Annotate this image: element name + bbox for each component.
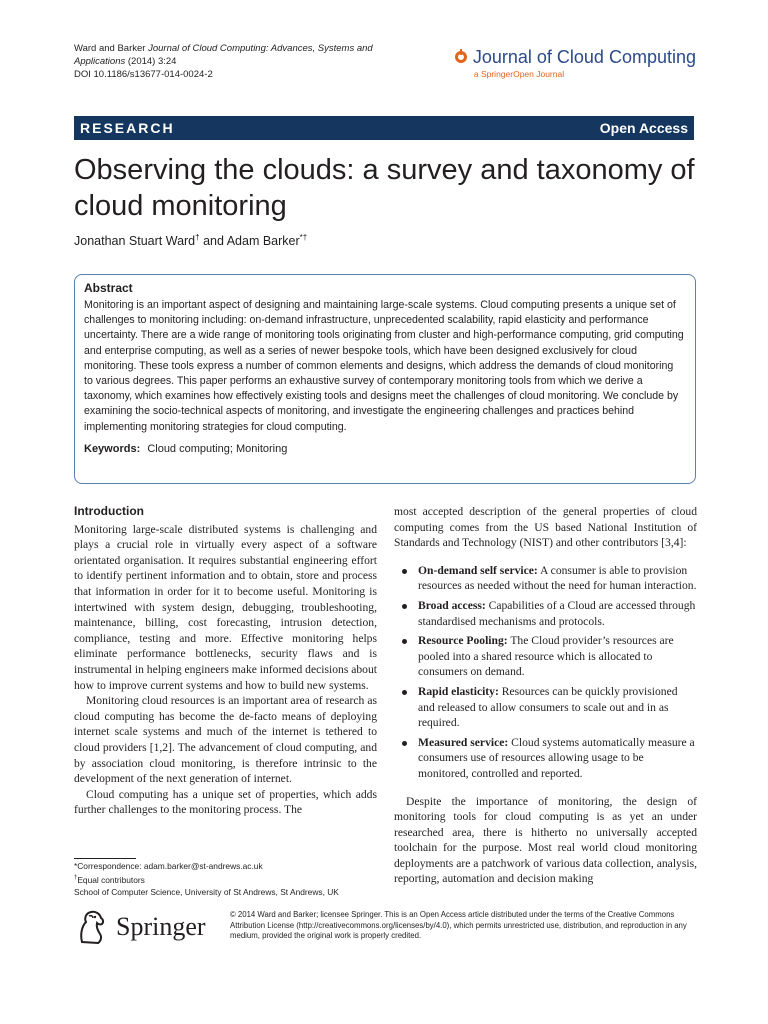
article-type-banner — [74, 116, 694, 140]
springer-logo[interactable] — [74, 908, 206, 946]
list-item-label: Resource Pooling: — [418, 634, 508, 648]
article-type-label: RESEARCH — [80, 120, 175, 136]
abstract-box — [74, 274, 696, 484]
power-logo-icon — [455, 51, 467, 63]
body-paragraph: Cloud computing has a unique set of properties, which adds further challenges to the monitoring process. The — [74, 787, 377, 817]
citation-journal: Journal of Cloud Computing: Advances, Systems and Applications — [74, 43, 373, 67]
author-mark: *† — [299, 233, 308, 242]
bullet-icon — [402, 639, 407, 644]
citation-issue: (2014) 3:24 — [127, 56, 177, 67]
equal-mark: † — [74, 875, 78, 881]
list-item — [394, 735, 697, 782]
footnotes — [74, 860, 384, 898]
list-item-label: Rapid elasticity: — [418, 684, 499, 698]
keywords-value: Cloud computing; Monitoring — [147, 442, 288, 455]
list-item-label: Broad access: — [418, 598, 486, 612]
list-item-text: Resources can be quickly provisioned and released to allow consumers to scale out and in as required. — [418, 684, 678, 730]
equal-contributors-note — [74, 872, 384, 886]
list-item — [394, 633, 697, 680]
journal-brand[interactable] — [455, 46, 696, 79]
list-item-text: Cloud systems automatically measure a consumers use of resources allowing usage to be monitored, controlled and reported. — [418, 735, 695, 780]
section-heading: Introduction — [74, 504, 144, 518]
property-list — [394, 563, 697, 782]
equal-contributors-text: Equal contributors — [77, 874, 145, 885]
keywords-label: Keywords: — [84, 442, 141, 455]
list-item — [394, 563, 697, 594]
citation-doi[interactable]: DOI 10.1186/s13677-014-0024-2 — [74, 69, 213, 80]
list-item-text: Capabilities of a Cloud are accessed through standardised mechanisms and protocols. — [418, 598, 696, 628]
article-title: Observing the clouds: a survey and taxonomy of cloud monitoring — [74, 154, 695, 222]
springer-horse-icon — [74, 908, 108, 946]
publisher-name: Springer — [116, 912, 206, 941]
list-item — [394, 684, 697, 731]
bullet-icon — [402, 569, 407, 574]
open-access-label: Open Access — [599, 120, 688, 136]
correspondence-note[interactable]: *Correspondence: adam.barker@st-andrews.ac.uk — [74, 861, 263, 871]
author-name[interactable]: Adam Barker — [226, 234, 300, 249]
body-paragraph: most accepted description of the general properties of cloud computing comes from the US based National Institution of Standards and Technology (NIST) and other contributors [3,4]: — [394, 505, 697, 550]
footnote-divider — [74, 858, 136, 859]
abstract-text: Monitoring is an important aspect of designing and maintaining large-scale systems. Cloud computing presents a unique set of challenges to monitoring including: on-demand infrastructure, unprecedented scalability, rapid elasticity and performance uncertainty. There are a wide range of monitoring tools originating from cluster and high-performance computing, grid computing and enterprise computing, as well as a series of newer bespoke tools, which have been designed exclusively for cloud monitoring. These tools express a number of common elements and designs, which address the demands of cloud monitoring to various degrees. This paper performs an exhaustive survey of contemporary monitoring tools from which we derive a taxonomy, which examines how effectively existing tools and designs meet the challenges of cloud monitoring. We conclude by examining the socio-technical aspects of monitoring, and investigate the engineering challenges and practices behind implementing monitoring strategies for cloud computing. — [84, 299, 684, 433]
body-paragraph: Monitoring large-scale distributed systems is challenging and plays a crucial role in virtually every aspect of a software orientated organisation. It requires substantial engineering effort to identify pertinent information and to obtain, store and process that information in order for it to become useful. Monitoring is intertwined with system design, debugging, troubleshooting, maintenance, billing, cost forecasting, intrusion detection, compliance, testing and more. Effective monitoring helps eliminate performance bottlenecks, security flaws and is instrumental in helping engineers make informed decisions about how to improve current systems and how to build new systems. — [74, 522, 377, 692]
list-item-text: A consumer is able to provision resources as needed without the need for human interaction. — [418, 563, 697, 593]
author-mark: † — [195, 233, 200, 242]
list-item-label: On-demand self service: — [418, 563, 538, 577]
bullet-icon — [402, 604, 407, 609]
body-paragraph: Monitoring cloud resources is an important area of research as cloud computing has become the de-facto means of deploying internet scale systems and much of the internet is tethered to cloud providers [1,2]. The advancement of cloud computing, and by association cloud monitoring, is therefore intrinsic to the development of the next generation of internet. — [74, 694, 377, 786]
keywords-line — [84, 443, 685, 455]
list-item-text: The Cloud provider’s resources are pooled into a shared resource which is allocated to consumers on demand. — [418, 634, 674, 679]
body-paragraph: Despite the importance of monitoring, the design of monitoring tools for cloud computing is as yet an under researched area, there is hitherto no universally accepted toolchain for the purpose. Most real world cloud monitoring deployments are a patchwork of various data collection, analysis, reporting, automation and decision making — [394, 794, 697, 886]
journal-subtitle: a SpringerOpen Journal — [473, 69, 565, 79]
citation-block — [74, 42, 394, 81]
abstract-heading: Abstract — [84, 281, 133, 295]
affiliation-note: School of Computer Science, University of St Andrews, St Andrews, UK — [74, 886, 339, 897]
license-text: © 2014 Ward and Barker; licensee Springer. This is an Open Access article distributed under the terms of the Creative Commons Attribution License (http://creativecommons.org/licenses/by/4.0), which permits unrestricted use, distribution, and reproduction in any medium, provided the original work is properly credited. — [230, 910, 687, 940]
author-list — [74, 233, 307, 248]
bullet-icon — [402, 741, 407, 746]
list-item — [394, 598, 697, 629]
author-name[interactable]: Jonathan Stuart Ward — [74, 234, 196, 249]
bullet-icon — [402, 690, 407, 695]
citation-authors: Ward and Barker — [74, 43, 146, 54]
body-column-right — [394, 504, 697, 887]
list-item-label: Measured service: — [418, 735, 509, 749]
body-column-left — [74, 504, 377, 818]
author-conjunction: and — [199, 234, 227, 249]
journal-title: Journal of Cloud Computing — [472, 47, 696, 67]
